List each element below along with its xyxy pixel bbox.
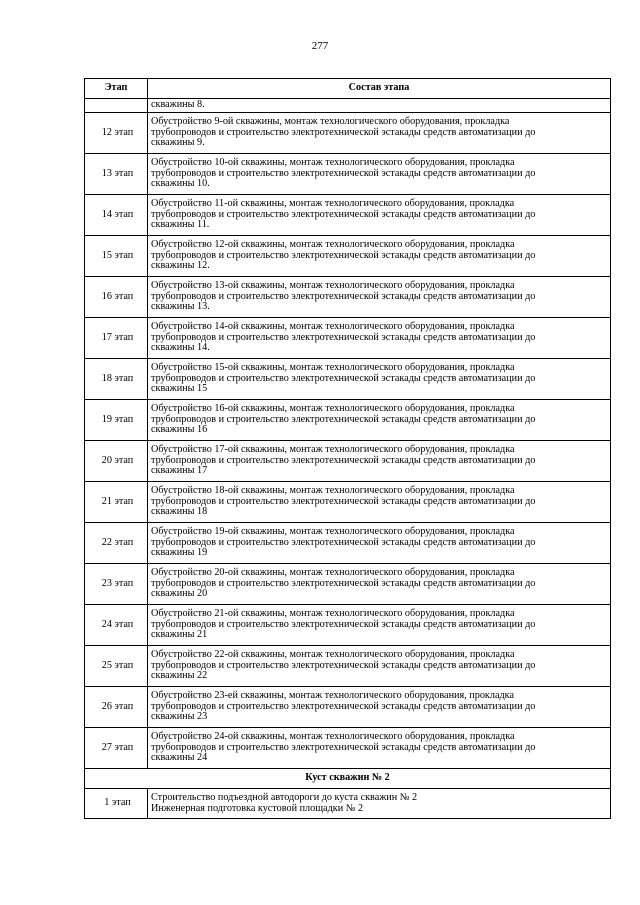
stage-description: Обустройство 24-ой скважины, монтаж технологического оборудования, прокладка трубопроводов и строительство электротехнической эстакады средств автоматизации до скважины 24 [148, 728, 611, 769]
table-row [85, 646, 611, 687]
stage-description: Обустройство 23-ей скважины, монтаж технологического оборудования, прокладка трубопроводов и строительство электротехнической эстакады средств автоматизации до скважины 23 [148, 687, 611, 728]
continuation-row [85, 99, 611, 113]
stage-description: Обустройство 10-ой скважины, монтаж технологического оборудования, прокладка трубопроводов и строительство электротехнической эстакады средств автоматизации до скважины 10. [148, 154, 611, 195]
table-row [85, 318, 611, 359]
header-content: Состав этапа [148, 79, 611, 99]
stage-label: 16 этап [85, 277, 148, 318]
stage-description: Обустройство 20-ой скважины, монтаж технологического оборудования, прокладка трубопроводов и строительство электротехнической эстакады средств автоматизации до скважины 20 [148, 564, 611, 605]
stage-label: 13 этап [85, 154, 148, 195]
stage-label: 18 этап [85, 359, 148, 400]
table-row [85, 154, 611, 195]
stage-label: 21 этап [85, 482, 148, 523]
stage-description: Обустройство 18-ой скважины, монтаж технологического оборудования, прокладка трубопроводов и строительство электротехнической эстакады средств автоматизации до скважины 18 [148, 482, 611, 523]
stage-description: Обустройство 19-ой скважины, монтаж технологического оборудования, прокладка трубопроводов и строительство электротехнической эстакады средств автоматизации до скважины 19 [148, 523, 611, 564]
stage-label: 14 этап [85, 195, 148, 236]
stage-description: Строительство подъездной автодороги до куста скважин № 2 Инженерная подготовка кустовой площадки № 2 [148, 789, 611, 819]
stage-description: Обустройство 21-ой скважины, монтаж технологического оборудования, прокладка трубопроводов и строительство электротехнической эстакады средств автоматизации до скважины 21 [148, 605, 611, 646]
stage-description: Обустройство 15-ой скважины, монтаж технологического оборудования, прокладка трубопроводов и строительство электротехнической эстакады средств автоматизации до скважины 15 [148, 359, 611, 400]
stage-description: Обустройство 14-ой скважины, монтаж технологического оборудования, прокладка трубопроводов и строительство электротехнической эстакады средств автоматизации до скважины 14. [148, 318, 611, 359]
table-row [85, 400, 611, 441]
table-row [85, 482, 611, 523]
stage-label: 19 этап [85, 400, 148, 441]
stage-label: 23 этап [85, 564, 148, 605]
stage-description: Обустройство 16-ой скважины, монтаж технологического оборудования, прокладка трубопроводов и строительство электротехнической эстакады средств автоматизации до скважины 16 [148, 400, 611, 441]
table-header-row [85, 79, 611, 99]
stage-label: 15 этап [85, 236, 148, 277]
stage-label: 25 этап [85, 646, 148, 687]
stage-label: 1 этап [85, 789, 148, 819]
stage-label: 12 этап [85, 113, 148, 154]
header-stage: Этап [85, 79, 148, 99]
page-number: 277 [311, 40, 329, 52]
stage-label: 26 этап [85, 687, 148, 728]
stage-cell-empty [85, 99, 148, 113]
stages-table [84, 78, 611, 819]
stage-description: Обустройство 12-ой скважины, монтаж технологического оборудования, прокладка трубопроводов и строительство электротехнической эстакады средств автоматизации до скважины 12. [148, 236, 611, 277]
stage-description: Обустройство 9-ой скважины, монтаж технологического оборудования, прокладка трубопроводов и строительство электротехнической эстакады средств автоматизации до скважины 9. [148, 113, 611, 154]
table-row [85, 441, 611, 482]
continuation-text: скважины 8. [148, 99, 611, 113]
table-row [85, 728, 611, 769]
stage-description: Обустройство 13-ой скважины, монтаж технологического оборудования, прокладка трубопроводов и строительство электротехнической эстакады средств автоматизации до скважины 13. [148, 277, 611, 318]
stage-description: Обустройство 22-ой скважины, монтаж технологического оборудования, прокладка трубопроводов и строительство электротехнической эстакады средств автоматизации до скважины 22 [148, 646, 611, 687]
group-title: Куст скважин № 2 [85, 769, 611, 789]
table-row [85, 523, 611, 564]
table-row [85, 195, 611, 236]
table-row [85, 605, 611, 646]
table-row [85, 277, 611, 318]
table-row [85, 236, 611, 277]
table-row [85, 687, 611, 728]
stage-description: Обустройство 11-ой скважины, монтаж технологического оборудования, прокладка трубопроводов и строительство электротехнической эстакады средств автоматизации до скважины 11. [148, 195, 611, 236]
table-row [85, 789, 611, 819]
table-row [85, 359, 611, 400]
stage-label: 20 этап [85, 441, 148, 482]
stage-label: 24 этап [85, 605, 148, 646]
stage-label: 27 этап [85, 728, 148, 769]
table-row [85, 564, 611, 605]
table-row [85, 113, 611, 154]
stage-label: 22 этап [85, 523, 148, 564]
group-header-row [85, 769, 611, 789]
stage-label: 17 этап [85, 318, 148, 359]
stage-description: Обустройство 17-ой скважины, монтаж технологического оборудования, прокладка трубопроводов и строительство электротехнической эстакады средств автоматизации до скважины 17 [148, 441, 611, 482]
